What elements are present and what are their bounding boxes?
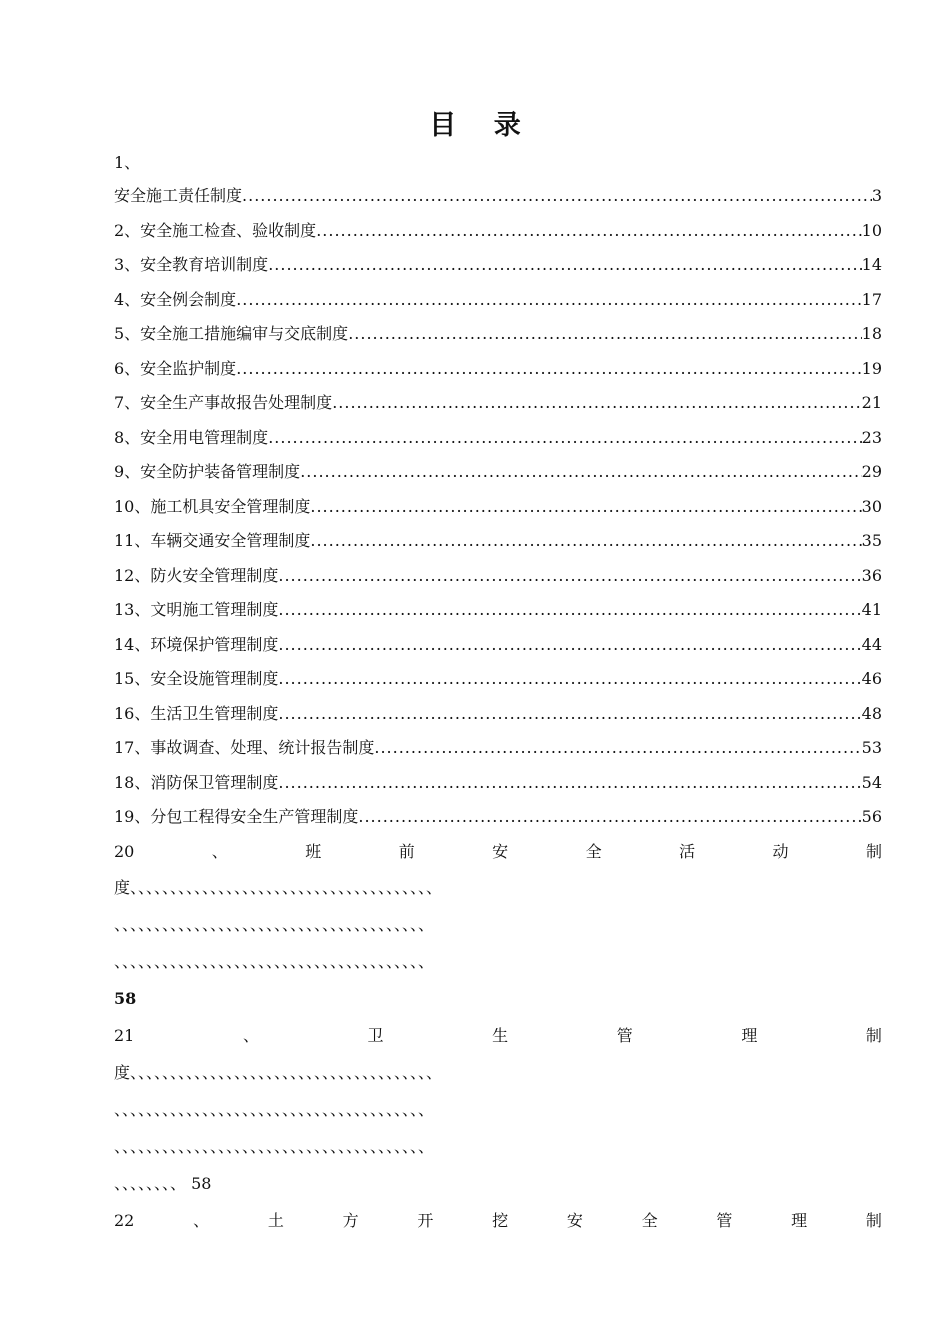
toc-page-number: 30: [861, 497, 882, 516]
toc-entry-label: 14、环境保护管理制度: [114, 635, 279, 654]
dot-leader: [268, 253, 861, 277]
toc-entry-label: 11、车辆交通安全管理制度: [114, 531, 311, 550]
toc-word: 、: [242, 1026, 259, 1045]
toc-word: 方: [342, 1211, 359, 1230]
toc-word: 理: [791, 1211, 808, 1230]
toc-word: 22: [114, 1211, 135, 1230]
toc-entry-label: 7、安全生产事故报告处理制度: [114, 393, 333, 412]
toc-page-number: 3: [871, 186, 882, 205]
toc-word: 21: [114, 1026, 135, 1045]
toc-entry-22-heading[interactable]: [114, 1209, 882, 1233]
toc-entry-label: 4、安全例会制度: [114, 290, 237, 309]
toc-page-number: 56: [861, 807, 882, 826]
dot-leader: [316, 219, 861, 243]
dot-leader: [278, 667, 861, 691]
toc-word: 20: [114, 842, 135, 861]
toc-entry-14[interactable]: [114, 633, 882, 657]
toc-entry-21-leader-2: 、、、、、、、、、、、、、、、、、、、、、、、、、、、、、、、、、、、、、、、: [114, 1100, 435, 1119]
page-title: 目 录: [429, 110, 535, 141]
toc-page-number: 17: [861, 290, 882, 309]
toc-entry-label: 2、安全施工检查、验收制度: [114, 221, 317, 240]
dot-leader: [348, 322, 861, 346]
toc-word: 土: [267, 1211, 284, 1230]
toc-word: 、: [211, 842, 228, 861]
toc-word: 动: [772, 842, 789, 861]
toc-entry-label: 18、消防保卫管理制度: [114, 773, 279, 792]
toc-entry-21-leader-1: 度、、、、、、、、、、、、、、、、、、、、、、、、、、、、、、、、、、、、、、: [114, 1063, 443, 1082]
toc-page-number: 18: [861, 324, 882, 343]
toc-entry-10[interactable]: [114, 495, 882, 519]
toc-page-number: 14: [861, 255, 882, 274]
dot-leader: [278, 633, 861, 657]
dot-leader: [300, 460, 861, 484]
toc-word: 、: [193, 1211, 210, 1230]
dot-leader: [278, 564, 861, 588]
toc-page-number: 23: [861, 428, 882, 447]
toc-entry-17[interactable]: [114, 736, 882, 760]
dot-leader: [236, 357, 861, 381]
toc-entry-label: 3、安全教育培训制度: [114, 255, 269, 274]
toc-entry-20-leader-1: 度、、、、、、、、、、、、、、、、、、、、、、、、、、、、、、、、、、、、、、: [114, 878, 443, 897]
toc-entry-12[interactable]: [114, 564, 882, 588]
toc-word: 安: [566, 1211, 583, 1230]
toc-entry-8[interactable]: [114, 426, 882, 450]
toc-entry-15[interactable]: [114, 667, 882, 691]
toc-page-number: 35: [861, 531, 882, 550]
toc-word: 卫: [367, 1026, 384, 1045]
dot-leader: [278, 771, 861, 795]
toc-word: 制: [865, 842, 882, 861]
toc-entry-7[interactable]: [114, 391, 882, 415]
toc-entry-2[interactable]: [114, 219, 882, 243]
toc-page-number: 29: [861, 462, 882, 481]
toc-word: 开: [417, 1211, 434, 1230]
toc-page-number: 19: [861, 359, 882, 378]
toc-entry-21-heading[interactable]: [114, 1024, 882, 1048]
toc-entry-4[interactable]: [114, 288, 882, 312]
toc-entry-19[interactable]: [114, 805, 882, 829]
toc-word: 生: [492, 1026, 509, 1045]
toc-entry-13[interactable]: [114, 598, 882, 622]
toc-entry-3[interactable]: [114, 253, 882, 277]
toc-entry-label: 12、防火安全管理制度: [114, 566, 279, 585]
toc-entry-label: 9、安全防护装备管理制度: [114, 462, 301, 481]
toc-page-number: 54: [861, 773, 882, 792]
toc-word: 挖: [492, 1211, 509, 1230]
dot-leader: [332, 391, 861, 415]
toc-entry-16[interactable]: [114, 702, 882, 726]
toc-word: 安: [492, 842, 509, 861]
toc-entry-label: 15、安全设施管理制度: [114, 669, 279, 688]
toc-entry-label: 19、分包工程得安全生产管理制度: [114, 807, 359, 826]
toc-page-number: 44: [861, 635, 882, 654]
dot-leader: [278, 598, 861, 622]
toc-entry-1-number[interactable]: [114, 151, 882, 175]
toc-entry-18[interactable]: [114, 771, 882, 795]
dot-leader: [242, 184, 872, 208]
dot-leader: [310, 495, 861, 519]
toc-word: 制: [865, 1026, 882, 1045]
toc-entry-1[interactable]: [114, 184, 882, 208]
toc-entry-21-leader-4: [114, 1172, 882, 1196]
toc-entry-label: 6、安全监护制度: [114, 359, 237, 378]
toc-page-number: 53: [861, 738, 882, 757]
toc-entry-20-leader-2: 、、、、、、、、、、、、、、、、、、、、、、、、、、、、、、、、、、、、、、、: [114, 915, 435, 934]
dot-leader: [236, 288, 861, 312]
toc-page-number: 36: [861, 566, 882, 585]
toc-entry-5[interactable]: [114, 322, 882, 346]
dot-leader: [374, 736, 861, 760]
dot-leader: [358, 805, 861, 829]
toc-word: 全: [641, 1211, 658, 1230]
toc-word: 活: [679, 842, 696, 861]
toc-page-number: 48: [861, 704, 882, 723]
toc-entry-6[interactable]: [114, 357, 882, 381]
toc-entry-20-page: 58: [114, 989, 137, 1008]
toc-entry-label: 8、安全用电管理制度: [114, 428, 269, 447]
toc-page-number: 10: [861, 221, 882, 240]
toc-page-number: 41: [861, 600, 882, 619]
toc-entry-label: 10、施工机具安全管理制度: [114, 497, 311, 516]
toc-word: 前: [398, 842, 415, 861]
toc-word: 制: [865, 1211, 882, 1230]
toc-entry-label: 安全施工责任制度: [114, 186, 243, 205]
dot-leader: [278, 702, 861, 726]
toc-entry-label: 1、: [114, 153, 141, 172]
toc-entry-20-heading[interactable]: [114, 840, 882, 864]
toc-word: 全: [585, 842, 602, 861]
toc-entry-label: 5、安全施工措施编审与交底制度: [114, 324, 349, 343]
toc-entry-21-leader-3: 、、、、、、、、、、、、、、、、、、、、、、、、、、、、、、、、、、、、、、、: [114, 1137, 435, 1156]
toc-page-number: 58: [191, 1174, 212, 1193]
toc-page-number: 46: [861, 669, 882, 688]
toc-entry-9[interactable]: [114, 460, 882, 484]
dot-leader: [268, 426, 861, 450]
toc-entry-label: 16、生活卫生管理制度: [114, 704, 279, 723]
dot-leader: [310, 529, 861, 553]
toc-word: 管: [616, 1026, 633, 1045]
toc-word: 班: [305, 842, 322, 861]
toc-word: 管: [716, 1211, 733, 1230]
toc-page-number: 21: [861, 393, 882, 412]
toc-entry-20-leader-3: 、、、、、、、、、、、、、、、、、、、、、、、、、、、、、、、、、、、、、、、: [114, 952, 435, 971]
toc-entry-label: 17、事故调查、处理、统计报告制度: [114, 738, 375, 757]
dot-leader: 、、、、、、、、: [114, 1174, 187, 1193]
toc-entry-11[interactable]: [114, 529, 882, 553]
toc-word: 理: [741, 1026, 758, 1045]
toc-entry-label: 13、文明施工管理制度: [114, 600, 279, 619]
